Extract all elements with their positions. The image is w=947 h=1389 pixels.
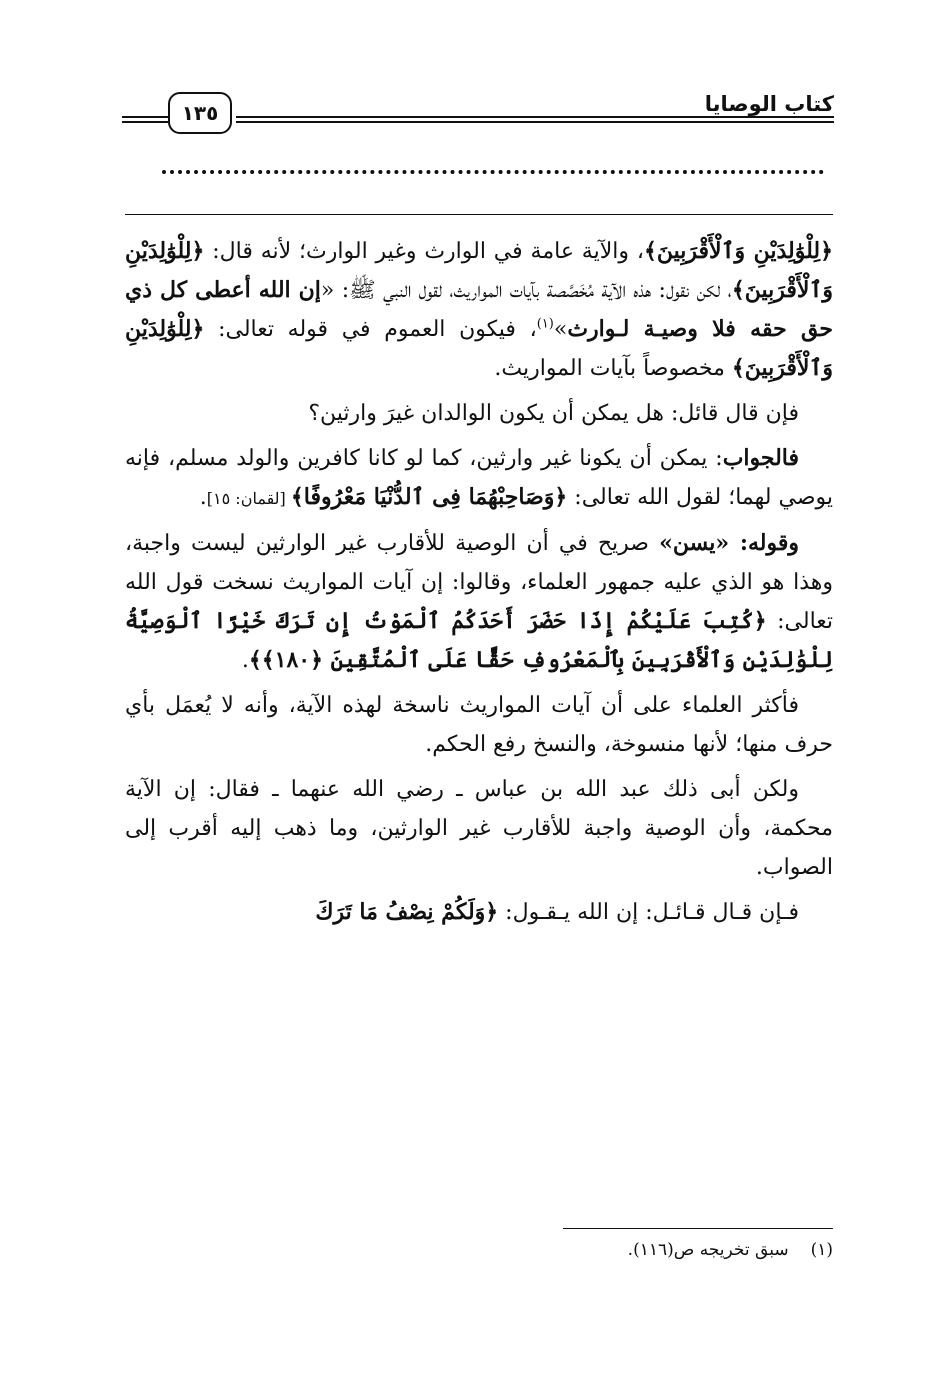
- text-run: مخصوصاً بآيات المواريث.: [494, 356, 732, 381]
- lead-word: وقوله: «يسن»: [659, 530, 799, 556]
- paragraph: [125, 686, 833, 764]
- text-run: .: [241, 648, 249, 673]
- footnote: [628, 1240, 833, 1260]
- separator-rule: [125, 214, 833, 215]
- quran-verse: ﴿كُتِبَ عَلَيْكُمْ إِذَا حَضَرَ أَحَدَكُمُ ٱلْمَوْتُ إِن تَرَكَ خَيْرًا ٱلْوَصِيَّةُ لِلْوَٰلِدَيْنِ وَٱلْأَقْرَبِينَ بِٱلْمَعْرُوفِ حَقًّا عَلَى ٱلْمُتَّقِينَ ﴿١٨٠﴾﴾: [125, 608, 833, 673]
- quran-verse: ﴿لِلْوَٰلِدَيْنِ وَٱلْأَقْرَبِينَ﴾: [643, 238, 833, 264]
- text-run: : يمكن أن يكونا غير وارثين، كما لو كانا كافرين والولد مسلم، فإنه يوصي لهما؛ لقول الله تعالى:: [125, 446, 833, 510]
- text-run: فأكثر العلماء على أن آيات المواريث ناسخة لهذه الآية، وأنه لا يُعمَل بأي حرف منها؛ لأنها منسوخة، والنسخ رفع الحكم.: [125, 693, 833, 757]
- page-number: ١٣٥: [168, 92, 232, 134]
- footnote-text: سبق تخريجه ص(١١٦).: [627, 1240, 789, 1260]
- verse-reference: [لقمان: ١٥]: [206, 489, 291, 508]
- lead-word: فالجواب: [722, 445, 799, 471]
- header-rule: [236, 116, 834, 118]
- quran-verse: ﴿لِلْوَٰلِدَيْنِ وَٱلْأَقْرَبِينَ﴾: [125, 316, 833, 381]
- text-run: ، والآية عامة في الوارث وغير الوارث؛ لأنه قال:: [204, 239, 644, 264]
- text-run: ولكن أبى ذلك عبد الله بن عباس ـ رضي الله عنهما ـ فقال: إن الآية محكمة، وأن الوصية واجبة للأقارب غير الوارثين، وما ذهب إليه أقرب إلى الصواب.: [125, 777, 833, 880]
- quran-verse: ﴿وَصَاحِبْهُمَا فِى ٱلدُّنْيَا مَعْرُوفًا﴾: [290, 484, 568, 510]
- paragraph: [125, 524, 833, 680]
- header-rule: [236, 121, 834, 123]
- paragraph: [125, 770, 833, 887]
- footnote-number: (١): [810, 1240, 833, 1260]
- footnote-marker[interactable]: (١): [536, 316, 554, 332]
- hadith-text: إن الله أعطى كل ذي حق حقه فلا وصيـة لـوارث: [125, 277, 833, 342]
- text-run: »: [553, 317, 568, 342]
- header-rule: [122, 121, 168, 123]
- quran-verse: ﴿وَلَكُمْ نِصْفُ مَا تَرَكَ: [315, 899, 499, 925]
- text-run: صريح في أن الوصية للأقارب غير الوارثين ليست واجبة، وهذا هو الذي عليه جمهور العلماء، وقالوا: إن آيات المواريث نسخت قول الله تعالى:: [125, 531, 834, 634]
- footnote-rule: [563, 1228, 833, 1229]
- paragraph: [125, 439, 833, 518]
- quran-verse: ﴿لِلْوَٰلِدَيْنِ وَٱلْأَقْرَبِينَ﴾: [125, 238, 833, 303]
- text-run: ، فيكون العموم في قوله تعالى:: [204, 317, 537, 342]
- header-rule: [122, 116, 168, 118]
- paragraph: [125, 893, 833, 932]
- book-title: كتاب الوصايا: [704, 92, 834, 116]
- text-run: فـإن قـال قـائـل: إن الله يـقـول:: [498, 900, 799, 925]
- text-run: فإن قال قائل: هل يمكن أن يكون الوالدان غيرَ وارثين؟: [308, 401, 799, 426]
- paragraph: [125, 394, 833, 433]
- text-run: .: [199, 485, 207, 510]
- running-header: [122, 88, 834, 136]
- main-text: [125, 232, 833, 938]
- text-run: ، لكن نقول: هذه الآية مُخَصَّصة بآيات المواريث، لقول النبي ﷺ: «: [320, 278, 732, 303]
- paragraph: [125, 232, 833, 388]
- ellipsis-dots: [162, 170, 824, 174]
